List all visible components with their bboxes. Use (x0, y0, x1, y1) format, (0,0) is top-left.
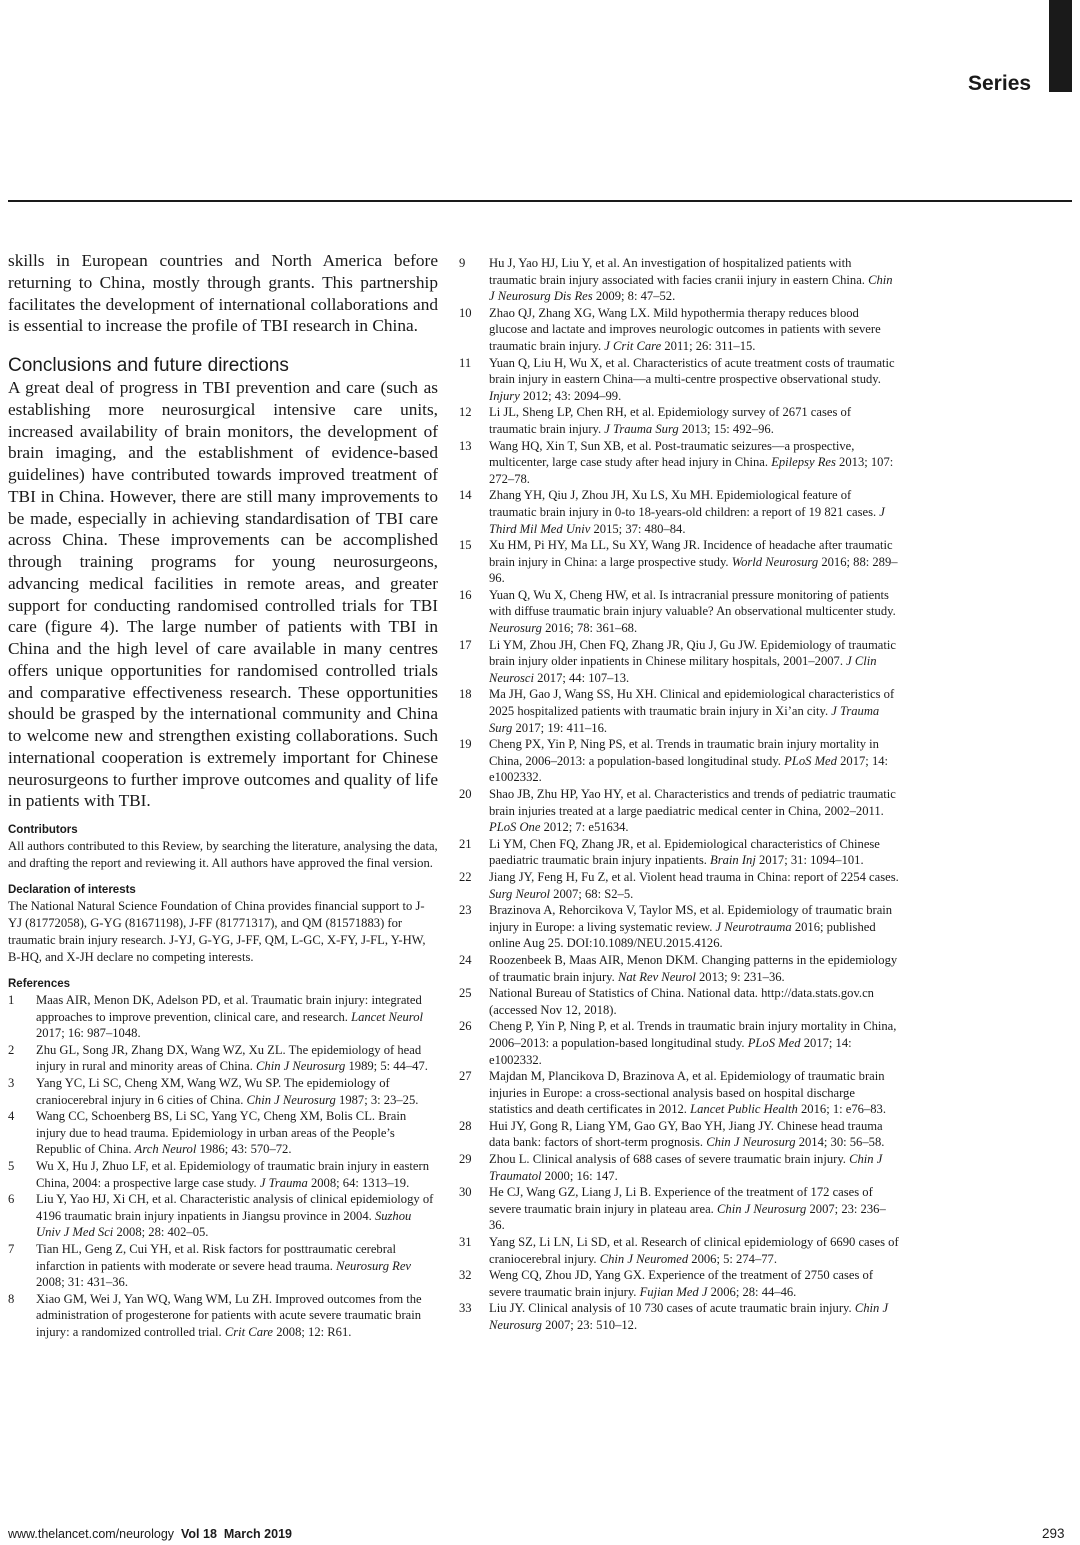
reference-text (489, 404, 899, 437)
reference-body: Zhang YH, Qiu J, Zhou JH, Xu LS, Xu MH. Epidemiological feature of traumatic brain injury in 0-to 18-years-old children: a report of 19 821 cases. (489, 488, 877, 519)
reference-body: Weng CQ, Zhou JD, Yang GX. Experience of the treatment of 2750 cases of severe traumatic brain injury. (489, 1268, 874, 1299)
reference-body: Wu X, Hu J, Zhuo LF, et al. Epidemiology of traumatic brain injury in eastern China, 2004: a prospective large case study. (36, 1158, 430, 1190)
reference-citation: 1986; 43: 570–72. (199, 1142, 292, 1157)
reference-body: Xiao GM, Wei J, Yan WQ, Wang WM, Lu ZH. Improved outcomes from the administration of progesterone for patients with acute severe traumatic brain injury: a randomized controlled trial. (36, 1291, 422, 1339)
reference-body: Majdan M, Plancikova D, Brazinova A, et al. Epidemiology of traumatic brain injuries in Europe: a cross-sectional analysis based on hospital discharge statistics and death certificates in 2012. (489, 1069, 885, 1117)
header-accent-bar (1049, 0, 1072, 92)
reference-citation: 2011; 26: 311–15. (664, 338, 756, 353)
reference-body: Brazinova A, Rehorcikova V, Taylor MS, et al. Epidemiology of traumatic brain injury in Europe: a living systematic review. (489, 903, 893, 934)
reference-text (489, 1068, 899, 1118)
reference-citation: 2008; 31: 431–36. (36, 1275, 129, 1290)
reference-item (459, 1184, 899, 1234)
reference-item (459, 786, 899, 836)
reference-body: Maas AIR, Menon DK, Adelson PD, et al. Traumatic brain injury: integrated approaches to improve prevention, clinical care, and research. (36, 993, 422, 1024)
reference-text (489, 686, 899, 736)
reference-text (489, 869, 899, 902)
reference-text (489, 255, 899, 305)
reference-journal: Neurosurg (489, 621, 542, 636)
reference-journal: Chin J Neuromed (599, 1251, 689, 1266)
reference-journal: Arch Neurol (134, 1142, 197, 1157)
reference-number: 33 (459, 1301, 472, 1316)
reference-body: Hu J, Yao HJ, Liu Y, et al. An investigation of hospitalized patients with traumatic brain injury associated with facies cranii injury in eastern China. (489, 256, 865, 287)
reference-item (459, 1267, 899, 1300)
reference-journal: PLoS Med (747, 1035, 801, 1050)
reference-number: 23 (459, 903, 472, 918)
reference-journal: Fujian Med J (639, 1284, 708, 1299)
reference-number: 25 (459, 986, 472, 1001)
references-heading: References (8, 978, 71, 990)
reference-text (489, 1300, 899, 1333)
reference-body: Wang CC, Schoenberg BS, Li SC, Yang YC, Cheng XM, Bolis CL. Brain injury due to head trauma. Epidemiology in urban areas of the People’s Republic of China. (36, 1109, 407, 1157)
reference-item (459, 637, 899, 687)
reference-citation: 2017; 14: e1002332. (489, 1035, 852, 1067)
reference-text (489, 355, 899, 405)
reference-number: 24 (459, 952, 472, 967)
reference-item (459, 587, 899, 637)
references-list-right (459, 255, 899, 1334)
reference-text (36, 1291, 438, 1341)
reference-citation: 2017; 44: 107–13. (537, 670, 630, 685)
header-rule (8, 200, 1072, 202)
reference-body: Ma JH, Gao J, Wang SS, Hu XH. Clinical and epidemiological characteristics of 2025 hospitalized patients with traumatic brain injury in Xi’an city. (489, 687, 895, 719)
reference-item (459, 985, 899, 1018)
reference-text (36, 1191, 438, 1241)
reference-journal: J Trauma (259, 1175, 308, 1190)
reference-body: Yang YC, Li SC, Cheng XM, Wang WZ, Wu SP. The epidemiology of craniocerebral injury in 6 cities of China. (36, 1075, 390, 1107)
reference-number: 8 (8, 1291, 15, 1306)
reference-body: Zhou L. Clinical analysis of 688 cases of severe traumatic brain injury. (489, 1152, 846, 1167)
interests-heading: Declaration of interests (8, 884, 136, 896)
contributors-text: All authors contributed to this Review, by searching the literature, analysing the data, and drafting the report and reviewing it. All authors have approved the final version. (8, 839, 438, 870)
reference-journal: J Neurotrauma (715, 919, 792, 934)
reference-journal: J Crit Care (604, 338, 662, 353)
reference-body: Wang HQ, Xin T, Sun XB, et al. Post-traumatic seizures—a prospective, multicenter, large case study after head injury in China. (489, 438, 855, 470)
reference-item (459, 355, 899, 405)
reference-item (8, 1291, 438, 1341)
reference-journal: Lancet Neurol (351, 1009, 424, 1024)
reference-body: Liu Y, Yao HJ, Xi CH, et al. Characteristic analysis of clinical epidemiology of 4196 traumatic brain injury inpatients in Jiangsu province in 2004. (36, 1192, 434, 1223)
reference-citation: 2008; 28: 402–05. (116, 1225, 209, 1240)
reference-text (489, 786, 899, 836)
reference-body: Tian HL, Geng Z, Cui YH, et al. Risk factors for posttraumatic cerebral infarction in patients with moderate or severe head trauma. (36, 1241, 396, 1273)
reference-citation: 2017; 16: 987–1048. (36, 1026, 141, 1041)
reference-body: Cheng P, Yin P, Ning P, et al. Trends in traumatic brain injury mortality in China, 2006–2013: a population-based longitudinal study. (489, 1019, 897, 1050)
reference-text (489, 487, 899, 537)
contributors-heading: Contributors (8, 824, 78, 836)
reference-item (8, 1108, 438, 1158)
reference-citation: 2013; 15: 492–96. (681, 421, 774, 436)
reference-text (36, 1241, 438, 1291)
reference-citation: 1987; 3: 23–25. (339, 1092, 419, 1107)
reference-item (459, 686, 899, 736)
reference-number: 9 (459, 256, 466, 270)
reference-journal: Epilepsy Res (771, 455, 836, 470)
reference-text (489, 1018, 899, 1068)
reference-number: 26 (459, 1019, 472, 1034)
reference-citation: 2016; 88: 289–96. (489, 554, 898, 586)
reference-item (8, 1042, 438, 1075)
reference-number: 21 (459, 836, 472, 851)
reference-citation: 2017; 14: e1002332. (489, 753, 889, 785)
reference-number: 18 (459, 687, 472, 702)
reference-number: 19 (459, 737, 472, 752)
reference-citation: 2017; 19: 411–16. (515, 720, 608, 735)
reference-journal: J Trauma Surg (604, 421, 679, 436)
reference-item (8, 992, 438, 1042)
reference-item (459, 1151, 899, 1184)
reference-text (489, 305, 899, 355)
reference-item (459, 1018, 899, 1068)
reference-body: Yuan Q, Wu X, Cheng HW, et al. Is intracranial pressure monitoring of patients with diffuse traumatic brain injury valuable? An observational multicenter study. (489, 587, 896, 619)
footer-volume: Vol 18 (181, 1527, 217, 1541)
reference-text (489, 537, 899, 587)
reference-journal: Chin J Neurosurg (246, 1092, 336, 1107)
reference-item (459, 1118, 899, 1151)
reference-body: Liu JY. Clinical analysis of 10 730 cases of acute traumatic brain injury. (489, 1301, 852, 1316)
reference-item (8, 1241, 438, 1291)
reference-journal: J Clin Neurosci (489, 654, 877, 685)
reference-journal: J Third Mil Med Univ (489, 504, 885, 536)
reference-journal: Brain Inj (710, 853, 756, 868)
series-label: Series (968, 72, 1032, 95)
reference-number: 2 (8, 1042, 15, 1057)
reference-citation: 2007; 23: 510–12. (545, 1318, 638, 1332)
reference-number: 27 (459, 1069, 472, 1084)
reference-citation: 2016; 1: e76–83. (801, 1102, 887, 1117)
reference-citation: 2017; 31: 1094–101. (759, 853, 864, 868)
reference-journal: PLoS Med (784, 753, 837, 768)
reference-number: 6 (8, 1192, 15, 1207)
reference-text (36, 1158, 438, 1191)
reference-text (489, 1184, 899, 1234)
reference-journal: Neurosurg Rev (336, 1258, 412, 1273)
reference-citation: 2012; 7: e51634. (543, 820, 629, 835)
reference-journal: PLoS One (489, 820, 541, 835)
reference-citation: 2007; 23: 236–36. (489, 1201, 886, 1233)
reference-journal: Nat Rev Neurol (617, 969, 696, 984)
reference-item (459, 1068, 899, 1118)
reference-citation: 1989; 5: 44–47. (348, 1059, 428, 1074)
reference-body: Zhao QJ, Zhang XG, Wang LX. Mild hypothermia therapy reduces blood glucose and lactate and improves neurologic outcomes in patients with severe traumatic brain injury. (489, 305, 881, 353)
section-title: Conclusions and future directions (8, 355, 289, 376)
reference-text (489, 1118, 899, 1151)
reference-text (36, 1108, 438, 1158)
reference-journal: Chin J Neurosurg (717, 1201, 807, 1216)
reference-journal: World Neurosurg (731, 554, 819, 569)
reference-body: Roozenbeek B, Maas AIR, Menon DKM. Changing patterns in the epidemiology of traumatic brain injury. (489, 952, 898, 984)
reference-number: 1 (8, 993, 15, 1007)
reference-journal: Surg Neurol (489, 886, 550, 901)
reference-citation: 2009; 8: 47–52. (595, 289, 676, 304)
reference-body: He CJ, Wang GZ, Liang J, Li B. Experience of the treatment of 172 cases of severe traumatic brain injury in plateau area. (489, 1185, 873, 1216)
reference-item (459, 836, 899, 869)
reference-item (459, 537, 899, 587)
reference-text (489, 438, 899, 488)
reference-text (489, 902, 899, 952)
reference-body: Xu HM, Pi HY, Ma LL, Su XY, Wang JR. Incidence of headache after traumatic brain injury in China: a large prospective study. (489, 538, 893, 569)
reference-number: 13 (459, 438, 472, 453)
reference-number: 31 (459, 1235, 472, 1250)
footer (8, 1527, 292, 1541)
reference-text (489, 1234, 899, 1267)
reference-citation: 2015; 37: 480–84. (593, 521, 686, 536)
reference-number: 3 (8, 1075, 15, 1090)
reference-citation: 2008; 12: R61. (276, 1324, 352, 1339)
body-paragraph: A great deal of progress in TBI prevention and care (such as establishing more neurosurgical intensive care units, increased availability of brain monitors, the development of brain imaging, and the establishment of evidence-based guidelines) have contributed towards improved treatment of TBI in China. However, there are still many improvements to be made, especially in achieving standardisation of TBI care across China. These improvements can be accomplished through training programs for young neurosurgeons, advancing medical facilities in remote areas, and greater support for conducting randomised controlled trials for TBI care (figure 4). The large number of patients with TBI in China and the high level of care available in many centres offers unique opportunities for randomised controlled trials and comparative effectiveness research. These opportunities should be grasped by the international community and China to welcome new and strengthen existing collaborations. Such international cooperation is extremely important for Chinese neurosurgeons to further improve outcomes and quality of life in patients with TBI. (8, 378, 438, 811)
left-column (8, 250, 438, 1340)
reference-citation: 2007; 68: S2–5. (553, 886, 634, 901)
reference-text (489, 587, 899, 637)
reference-text (489, 952, 899, 985)
reference-journal: Suzhou Univ J Med Sci (36, 1208, 412, 1240)
reference-number: 4 (8, 1109, 15, 1124)
reference-number: 20 (459, 787, 472, 801)
reference-text (489, 985, 899, 1018)
reference-citation: 2012; 43: 2094–99. (522, 388, 622, 403)
reference-body: Jiang JY, Feng H, Fu Z, et al. Violent head trauma in China: report of 2254 cases. (489, 869, 899, 884)
reference-item (459, 869, 899, 902)
reference-number: 32 (459, 1268, 472, 1283)
reference-citation: 2006; 5: 274–77. (691, 1251, 777, 1266)
reference-text (36, 992, 438, 1042)
reference-number: 12 (459, 405, 472, 420)
interests-text: The National Natural Science Foundation of China provides financial support to J-YJ (81772058), G-YG (81671198), J-FF (81771317), and QM (81571883) for traumatic brain injury research. J-YJ, G-YG, J-FF, QM, L-GC, X-FY, J-FL, Y-HW, B-HQ, and X-JH declare no competing interests. (8, 899, 426, 964)
reference-number: 16 (459, 587, 472, 602)
reference-journal: Chin J Traumatol (489, 1152, 883, 1183)
reference-citation: 2016; published online Aug 25. DOI:10.1089/NEU.2015.4126. (489, 919, 876, 951)
reference-body: Li YM, Chen FQ, Zhang JR, et al. Epidemiological characteristics of Chinese paediatric traumatic brain injury inpatients. (489, 836, 880, 868)
references-list-left (8, 992, 438, 1340)
reference-text (36, 1042, 438, 1075)
reference-journal: Crit Care (224, 1324, 274, 1339)
reference-text (489, 637, 899, 687)
reference-number: 11 (459, 355, 472, 370)
reference-text (489, 1151, 899, 1184)
footer-date: March 2019 (223, 1527, 292, 1541)
reference-citation: 2008; 64: 1313–19. (310, 1175, 410, 1190)
reference-number: 22 (459, 869, 472, 884)
reference-number: 28 (459, 1118, 472, 1133)
reference-text (489, 836, 899, 869)
reference-body: Hui JY, Gong R, Liang YM, Gao GY, Bao YH, Jiang JY. Chinese head trauma data bank: factors of short-term prognosis. (489, 1118, 883, 1150)
reference-number: 10 (459, 305, 472, 320)
reference-number: 15 (459, 538, 472, 553)
reference-citation: 2014; 30: 56–58. (798, 1135, 885, 1150)
reference-body: Zhu GL, Song JR, Zhang DX, Wang WZ, Xu ZL. The epidemiology of head injury in rural and minority areas of China. (36, 1042, 422, 1074)
reference-body: Li JL, Sheng LP, Chen RH, et al. Epidemiology survey of 2671 cases of traumatic brain injury. (489, 405, 852, 436)
reference-item (8, 1075, 438, 1108)
reference-item (459, 255, 899, 305)
reference-body: Shao JB, Zhu HP, Yao HY, et al. Characteristics and trends of pediatric traumatic brain injuries treated at a large paediatric medical center in China, 2002–2011. (489, 787, 896, 818)
reference-journal: Lancet Public Health (690, 1102, 798, 1117)
reference-journal: Injury (489, 388, 520, 403)
reference-item (459, 438, 899, 488)
reference-body: Li YM, Zhou JH, Chen FQ, Zhang JR, Qiu J, Gu JW. Epidemiology of traumatic brain injury older inpatients in Chinese military hospitals, 2001–2007. (489, 637, 896, 669)
reference-item (459, 902, 899, 952)
reference-body: Cheng PX, Yin P, Ning PS, et al. Trends in traumatic brain injury mortality in China, 2006–2013: a population-based longitudinal study. (489, 737, 879, 768)
reference-citation: 2016; 78: 361–68. (545, 621, 638, 636)
reference-number: 7 (8, 1241, 15, 1256)
reference-journal: J Trauma Surg (489, 704, 880, 735)
reference-journal: Chin J Neurosurg (706, 1135, 796, 1150)
reference-text (489, 736, 899, 786)
page-number: 293 (1042, 1526, 1065, 1541)
reference-item (459, 736, 899, 786)
footer-url[interactable]: www.thelancet.com/neurology (8, 1527, 175, 1541)
reference-body: Yang SZ, Li LN, Li SD, et al. Research of clinical epidemiology of 6690 cases of craniocerebral injury. (489, 1235, 899, 1266)
reference-item (459, 305, 899, 355)
reference-number: 14 (459, 488, 472, 503)
reference-citation: 2013; 9: 231–36. (698, 969, 785, 984)
reference-journal: Chin J Neurosurg (256, 1059, 346, 1074)
reference-journal: Chin J Neurosurg Dis Res (489, 272, 893, 304)
reference-text (36, 1075, 438, 1108)
reference-item (459, 1234, 899, 1267)
reference-journal: Chin J Neurosurg (489, 1301, 889, 1332)
reference-body: Yuan Q, Liu H, Wu X, et al. Characteristics of acute treatment costs of traumatic brain injury in eastern China—a multi-centre prospective observational study. (489, 355, 895, 387)
reference-item (8, 1191, 438, 1241)
reference-item (459, 404, 899, 437)
body-paragraph: skills in European countries and North America before returning to China, mostly through grants. This partnership facilitates the development of international collaborations and is essential to increase the profile of TBI research in China. (8, 251, 438, 336)
reference-number: 5 (8, 1158, 15, 1173)
reference-item (459, 1300, 899, 1333)
reference-citation: 2013; 107: 272–78. (489, 455, 894, 486)
reference-body: National Bureau of Statistics of China. National data. http://data.stats.gov.cn (accessed Nov 12, 2018). (489, 986, 874, 1017)
reference-number: 17 (459, 637, 472, 652)
reference-citation: 2000; 16: 147. (544, 1168, 618, 1183)
reference-number: 29 (459, 1152, 472, 1167)
reference-citation: 2006; 28: 44–46. (710, 1284, 797, 1299)
reference-number: 30 (459, 1185, 472, 1200)
reference-text (489, 1267, 899, 1300)
reference-item (8, 1158, 438, 1191)
reference-item (459, 952, 899, 985)
reference-item (459, 487, 899, 537)
